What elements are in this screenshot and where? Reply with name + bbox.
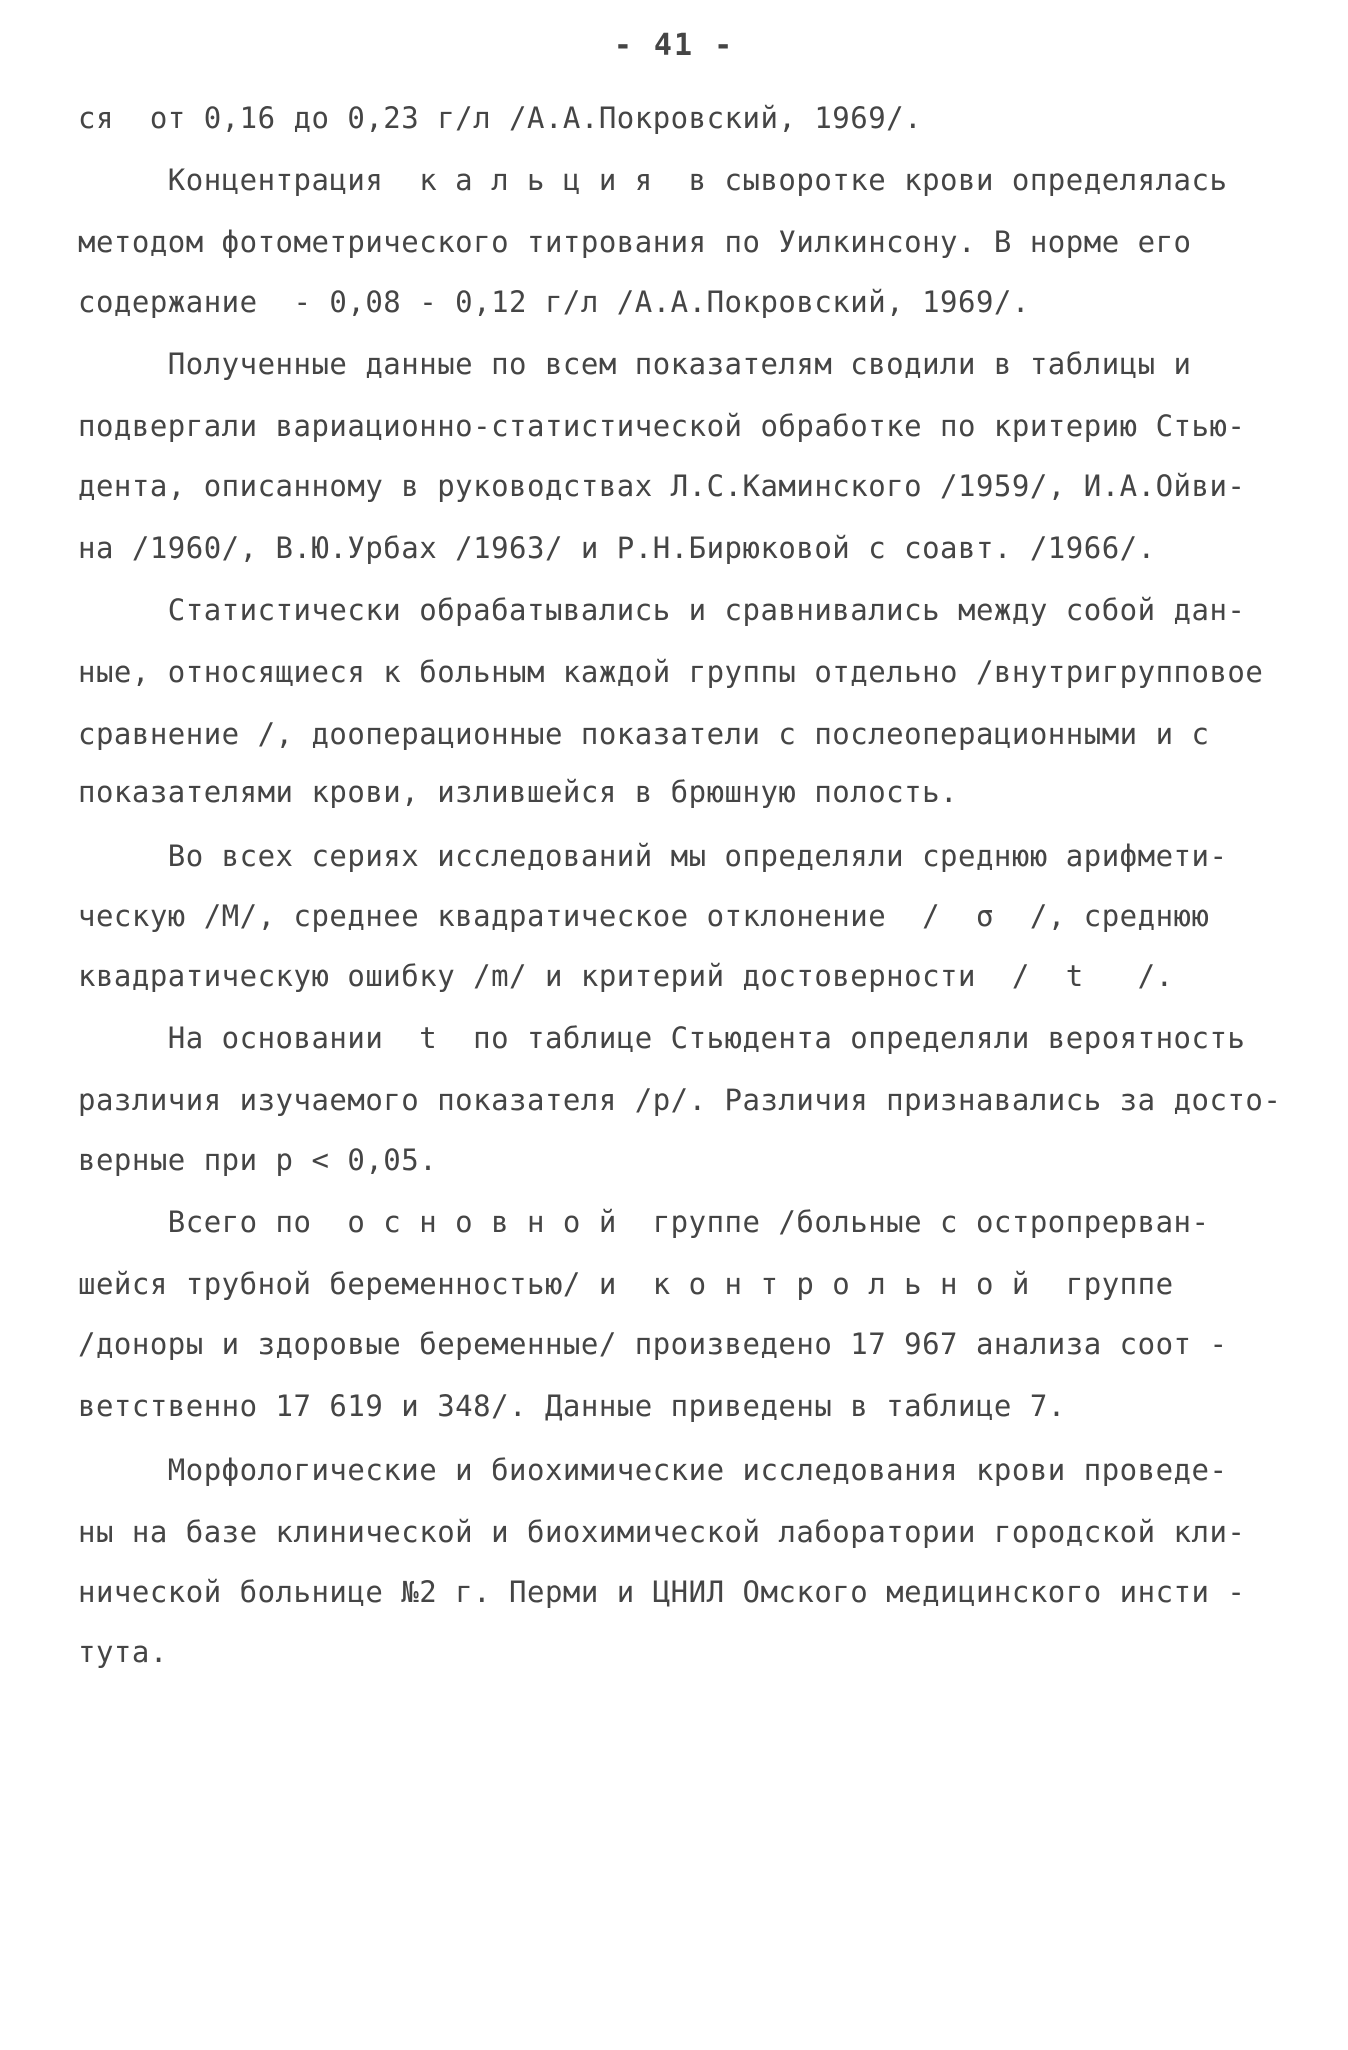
text-line: ны на базе клинической и биохимической лаборатории городской кли- — [78, 1515, 1246, 1549]
text-line: различия изучаемого показателя /р/. Различия признавались за досто- — [78, 1083, 1282, 1117]
text-line: квадратическую ошибку /m/ и критерий достоверности / t /. — [78, 959, 1174, 993]
text-line: Полученные данные по всем показателям сводили в таблицы и — [78, 347, 1192, 381]
text-line: шейся трубной беременностью/ и к о н т р о л ь н о й группе — [78, 1267, 1174, 1301]
text-line: методом фотометрического титрования по Уилкинсону. В норме его — [78, 225, 1192, 259]
text-line: /доноры и здоровые беременные/ произведено 17 967 анализа соот - — [78, 1327, 1228, 1361]
text-line: Статистически обрабатывались и сравнивались между собой дан- — [78, 593, 1246, 627]
text-line: На основании t по таблице Стьюдента определяли вероятность — [78, 1021, 1246, 1055]
text-line: дента, описанному в руководствах Л.С.Каминского /1959/, И.А.Ойви- — [78, 469, 1246, 503]
text-line: Концентрация к а л ь ц и я в сыворотке крови определялась — [78, 163, 1228, 197]
text-line: Во всех сериях исследований мы определяли среднюю арифмети- — [78, 839, 1228, 873]
text-line: тута. — [78, 1635, 168, 1669]
text-line: показателями крови, излившейся в брюшную полость. — [78, 775, 959, 809]
text-line: ные, относящиеся к больным каждой группы отдельно /внутригрупповое — [78, 655, 1264, 689]
text-line: сравнение /, дооперационные показатели с послеоперационными и с — [78, 717, 1210, 751]
text-line: Морфологические и биохимические исследования крови проведе- — [78, 1453, 1228, 1487]
text-line: ся от 0,16 до 0,23 г/л /А.А.Покровский, 1969/. — [78, 101, 923, 135]
text-line: нической больнице №2 г. Перми и ЦНИЛ Омского медицинского инсти - — [78, 1575, 1246, 1609]
text-line: верные при р < 0,05. — [78, 1143, 438, 1177]
text-line: ческую /М/, среднее квадратическое отклонение / σ /, среднюю — [78, 899, 1210, 933]
text-line: содержание - 0,08 - 0,12 г/л /А.А.Покровский, 1969/. — [78, 285, 1030, 319]
text-line: на /1960/, В.Ю.Урбах /1963/ и Р.Н.Бирюковой с соавт. /1966/. — [78, 531, 1156, 565]
text-line: Всего по о с н о в н о й группе /больные с остропрерван- — [78, 1205, 1210, 1239]
text-line: ветственно 17 619 и 348/. Данные приведены в таблице 7. — [78, 1389, 1066, 1423]
page-number: - 41 - — [613, 28, 735, 63]
text-line: подвергали вариационно-статистической обработке по критерию Стью- — [78, 409, 1246, 443]
